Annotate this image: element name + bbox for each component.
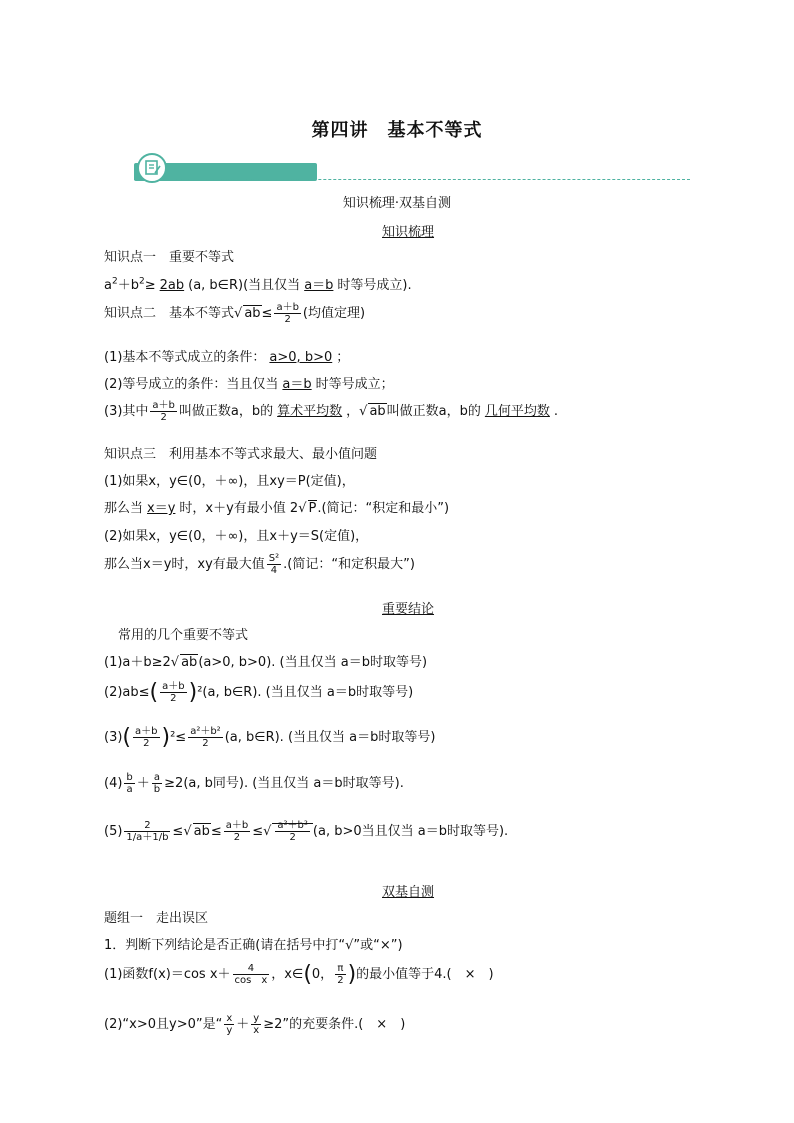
subsection-knowledge: 知识梳理 [382, 225, 435, 240]
question-1: 1．判断下列结论是否正确(请在括号中打“√”或“×”) [104, 938, 403, 953]
knowledge-1-title: 知识点一 重要不等式 [104, 250, 235, 265]
section-heading: 知识梳理·双基自测 [342, 196, 452, 211]
knowledge-1-line: $a^2+b^2\ge 2ab$ (a, b∈R)(当且仅当 a＝b 时等号成立). [104, 276, 412, 293]
knowledge-2-title: 知识点二 基本不等式√ ab≤ $\frac{a+b}{2}$ (均值定理) [104, 302, 366, 325]
subsection-self-test: 双基自测 [382, 885, 435, 900]
knowledge-3-line-2: 那么当 x＝y 时，x＋y有最小值 2√ P.(简记：“积定和最小”) [104, 501, 450, 516]
conclusion-1: (1)a＋b≥2√ ab(a>0, b>0). (当且仅当 a＝b时取等号) [104, 655, 428, 670]
subsection-conclusions: 重要结论 [382, 602, 435, 617]
knowledge-3-title: 知识点三 利用基本不等式求最大、最小值问题 [104, 447, 378, 462]
conclusion-2: (2)ab≤( $\frac{a+b}{2}$ )²(a, b∈R). (当且仅当 a＝b时取等号) [104, 680, 414, 705]
knowledge-2-item-1: (1)基本不等式成立的条件： a>0, b>0 ； [104, 350, 350, 365]
page-title: 第四讲 基本不等式 [311, 120, 483, 141]
group-1-title: 题组一 走出误区 [104, 911, 209, 926]
notebook-icon [137, 153, 167, 183]
knowledge-3-line-4: 那么当x＝y时，xy有最大值 $\frac{\text{S²}}{4}$ .(简记：“和定积最大”) [104, 553, 415, 576]
knowledge-2-item-2: (2)等号成立的条件：当且仅当 a＝b 时等号成立； [104, 377, 394, 392]
conclusion-5: (5) $\frac{2}{1/a+1/b}$ ≤√ ab≤ $\frac{a+b}{2}$ ≤√ $\frac{\text{a²＋b²}}{2}$ (a, b>0当且仅当 a＝b时取等号). [104, 820, 509, 843]
question-1-2: (2)“x>0且y>0”是“ $\frac{x}{y}$ ＋ $\frac{y}{x}$ ≥2”的充要条件.( × ) [104, 1013, 406, 1036]
question-1-1: (1)函数f(x)＝cos x＋ $\frac{4}{\text{cos x}}$ ，x∈(0， $\frac{\pi}{2}$ )的最小值等于4.( × ) [104, 962, 494, 987]
conclusion-4: (4) $\frac{b}{a}$ ＋ $\frac{a}{b}$ ≥2(a, b同号). (当且仅当 a＝b时取等号). [104, 772, 404, 795]
knowledge-3-line-3: (2)如果x，y∈(0，＋∞)，且x＋y＝S(定值)， [104, 529, 369, 544]
conclusion-3: (3)( $\frac{a+b}{2}$ )²≤ $\frac{\text{a²＋b²}}{2}$ (a, b∈R). (当且仅当 a＝b时取等号) [104, 725, 436, 750]
knowledge-2-item-3: (3)其中 $\frac{a+b}{2}$ 叫做正数a，b的 算术平均数 ，√ ab叫做正数a，b的 几何平均数 . [104, 400, 559, 423]
conclusions-title: 常用的几个重要不等式 [118, 628, 249, 643]
knowledge-3-line-1: (1)如果x，y∈(0，＋∞)，且xy＝P(定值)， [104, 474, 355, 489]
banner-divider [134, 179, 690, 180]
